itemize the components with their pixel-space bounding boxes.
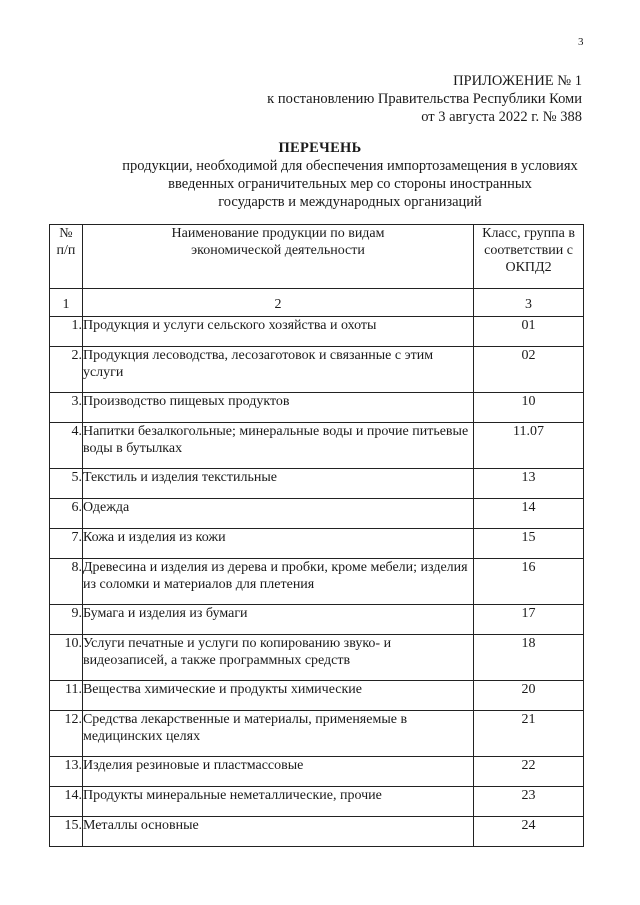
row-okpd2-code: 18: [474, 635, 584, 681]
row-okpd2-code: 14: [474, 499, 584, 529]
row-okpd2-code: 11.07: [474, 423, 584, 469]
appendix-header: [267, 72, 582, 126]
row-product-name: Одежда: [82, 499, 473, 529]
row-okpd2-code: 23: [474, 787, 584, 817]
table-row: [50, 347, 584, 393]
appendix-date: от 3 августа 2022 г. № 388: [421, 109, 582, 125]
column-index: 2: [82, 289, 473, 317]
table-row: [50, 635, 584, 681]
row-okpd2-code: 20: [474, 681, 584, 711]
row-okpd2-code: 15: [474, 529, 584, 559]
document-title: ПЕРЕЧЕНЬ: [278, 140, 362, 156]
row-okpd2-code: 02: [474, 347, 584, 393]
appendix-title: ПРИЛОЖЕНИЕ № 1: [453, 73, 582, 89]
column-index: 1: [50, 289, 83, 317]
table-row: [50, 529, 584, 559]
row-number: 11.: [50, 681, 83, 711]
subtitle-line: продукции, необходимой для обеспечения импортозамещения в условиях: [122, 158, 578, 174]
table-row: [50, 317, 584, 347]
row-okpd2-code: 01: [474, 317, 584, 347]
row-number: 15.: [50, 817, 83, 847]
header-name: Наименование продукции по видам экономической деятельности: [82, 225, 473, 289]
table-row: [50, 499, 584, 529]
column-index: 3: [474, 289, 584, 317]
column-index-row: [50, 289, 584, 317]
row-okpd2-code: 16: [474, 559, 584, 605]
row-number: 2.: [50, 347, 83, 393]
header-code: Класс, группа в соответствии с ОКПД2: [474, 225, 584, 289]
row-product-name: Услуги печатные и услуги по копированию звуко- и видеозаписей, а также программных средств: [82, 635, 473, 681]
row-product-name: Напитки безалкогольные; минеральные воды и прочие питьевые воды в бутылках: [82, 423, 473, 469]
table-row: [50, 469, 584, 499]
table-row: [50, 787, 584, 817]
row-product-name: Средства лекарственные и материалы, применяемые в медицинских целях: [82, 711, 473, 757]
row-product-name: Бумага и изделия из бумаги: [82, 605, 473, 635]
row-number: 4.: [50, 423, 83, 469]
row-number: 9.: [50, 605, 83, 635]
table-row: [50, 605, 584, 635]
row-number: 6.: [50, 499, 83, 529]
row-product-name: Металлы основные: [82, 817, 473, 847]
row-okpd2-code: 13: [474, 469, 584, 499]
row-okpd2-code: 21: [474, 711, 584, 757]
subtitle-line: введенных ограничительных мер со стороны иностранных: [168, 176, 532, 192]
row-number: 10.: [50, 635, 83, 681]
row-product-name: Продукты минеральные неметаллические, прочие: [82, 787, 473, 817]
document-subtitle: [60, 157, 640, 211]
row-okpd2-code: 22: [474, 757, 584, 787]
header-number: № п/п: [50, 225, 83, 289]
row-okpd2-code: 24: [474, 817, 584, 847]
row-product-name: Древесина и изделия из дерева и пробки, кроме мебели; изделия из соломки и материалов для плетения: [82, 559, 473, 605]
row-number: 7.: [50, 529, 83, 559]
row-number: 5.: [50, 469, 83, 499]
product-table: [49, 224, 584, 847]
subtitle-line: государств и международных организаций: [218, 194, 482, 210]
table-row: [50, 817, 584, 847]
page-number: 3: [578, 36, 584, 48]
row-number: 13.: [50, 757, 83, 787]
row-product-name: Изделия резиновые и пластмассовые: [82, 757, 473, 787]
row-number: 12.: [50, 711, 83, 757]
table-row: [50, 757, 584, 787]
table-row: [50, 681, 584, 711]
table-row: [50, 393, 584, 423]
table-header-row: [50, 225, 584, 289]
row-number: 3.: [50, 393, 83, 423]
row-okpd2-code: 10: [474, 393, 584, 423]
row-product-name: Вещества химические и продукты химические: [82, 681, 473, 711]
appendix-resolution: к постановлению Правительства Республики Коми: [267, 91, 582, 107]
row-product-name: Текстиль и изделия текстильные: [82, 469, 473, 499]
table-row: [50, 423, 584, 469]
row-product-name: Производство пищевых продуктов: [82, 393, 473, 423]
row-product-name: Продукция и услуги сельского хозяйства и охоты: [82, 317, 473, 347]
row-product-name: Кожа и изделия из кожи: [82, 529, 473, 559]
row-number: 14.: [50, 787, 83, 817]
row-number: 8.: [50, 559, 83, 605]
table-row: [50, 711, 584, 757]
table-row: [50, 559, 584, 605]
row-okpd2-code: 17: [474, 605, 584, 635]
row-product-name: Продукция лесоводства, лесозаготовок и связанные с этим услуги: [82, 347, 473, 393]
row-number: 1.: [50, 317, 83, 347]
